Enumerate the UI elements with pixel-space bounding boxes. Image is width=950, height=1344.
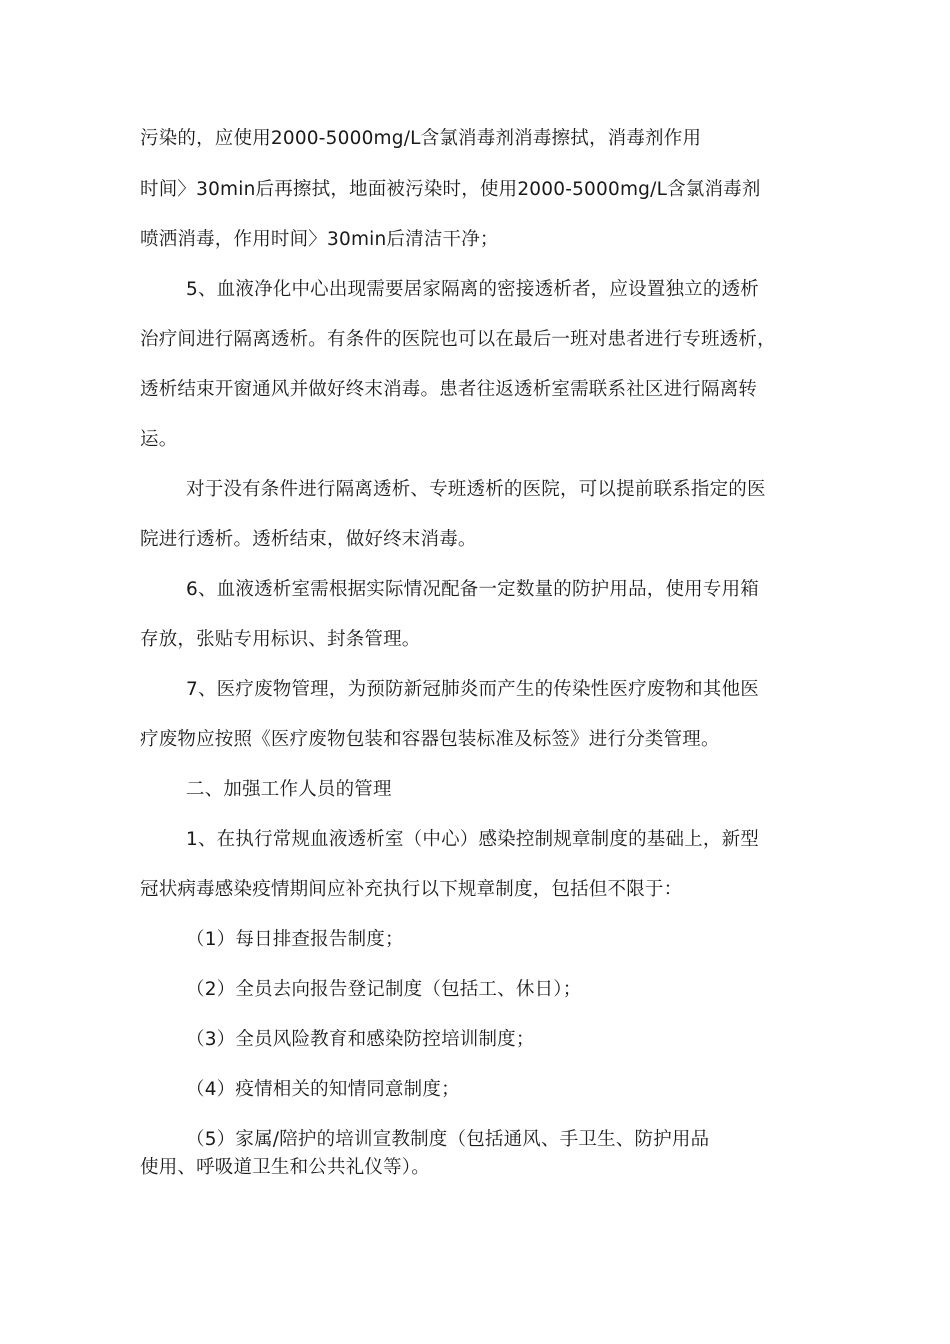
text-line: 存放，张贴专用标识、封条管理。 <box>140 629 421 650</box>
text-line: 喷洒消毒，作用时间〉30min后清洁干净； <box>140 229 499 250</box>
list-item: （4）疫情相关的知情同意制度； <box>186 1079 460 1100</box>
list-item: （2）全员去向报告登记制度（包括工、休日）； <box>186 979 582 1000</box>
paragraph-1-start: 1、在执行常规血液透析室（中心）感染控制规章制度的基础上，新型 <box>186 829 759 850</box>
text-line: 透析结束开窗通风并做好终末消毒。患者往返透析室需联系社区进行隔离转 <box>140 379 758 400</box>
text-line: 疗废物应按照《医疗废物包装和容器包装标准及标签》进行分类管理。 <box>140 729 720 750</box>
paragraph-6-start: 6、血液透析室需根据实际情况配备一定数量的防护用品，使用专用箱 <box>186 579 759 600</box>
text-line: 运。 <box>140 429 178 450</box>
list-item-continuation: 使用、呼吸道卫生和公共礼仪等）。 <box>140 1157 430 1178</box>
paragraph-7-start: 7、医疗废物管理，为预防新冠肺炎而产生的传染性医疗废物和其他医 <box>186 679 759 700</box>
text-line: 院进行透析。透析结束，做好终末消毒。 <box>140 529 477 550</box>
text-line: 时间〉30min后再擦拭，地面被污染时，使用2000-5000mg/L含氯消毒剂 <box>140 179 761 200</box>
section-heading: 二、加强工作人员的管理 <box>186 779 392 800</box>
list-item: （5）家属/陪护的培训宣教制度（包括通风、手卫生、防护用品 <box>186 1129 710 1150</box>
text-line: 治疗间进行隔离透析。有条件的医院也可以在最后一班对患者进行专班透析， <box>140 329 776 350</box>
text-line: 污染的，应使用2000-5000mg/L含氯消毒剂消毒擦拭，消毒剂作用 <box>140 128 702 149</box>
paragraph-5-start: 5、血液净化中心出现需要居家隔离的密接透析者，应设置独立的透析 <box>186 279 759 300</box>
text-line: 冠状病毒感染疫情期间应补充执行以下规章制度，包括但不限于： <box>140 879 683 900</box>
list-item: （3）全员风险教育和感染防控培训制度； <box>186 1029 535 1050</box>
list-item: （1）每日排查报告制度； <box>186 929 404 950</box>
paragraph-start: 对于没有条件进行隔离透析、专班透析的医院，可以提前联系指定的医 <box>186 479 766 500</box>
